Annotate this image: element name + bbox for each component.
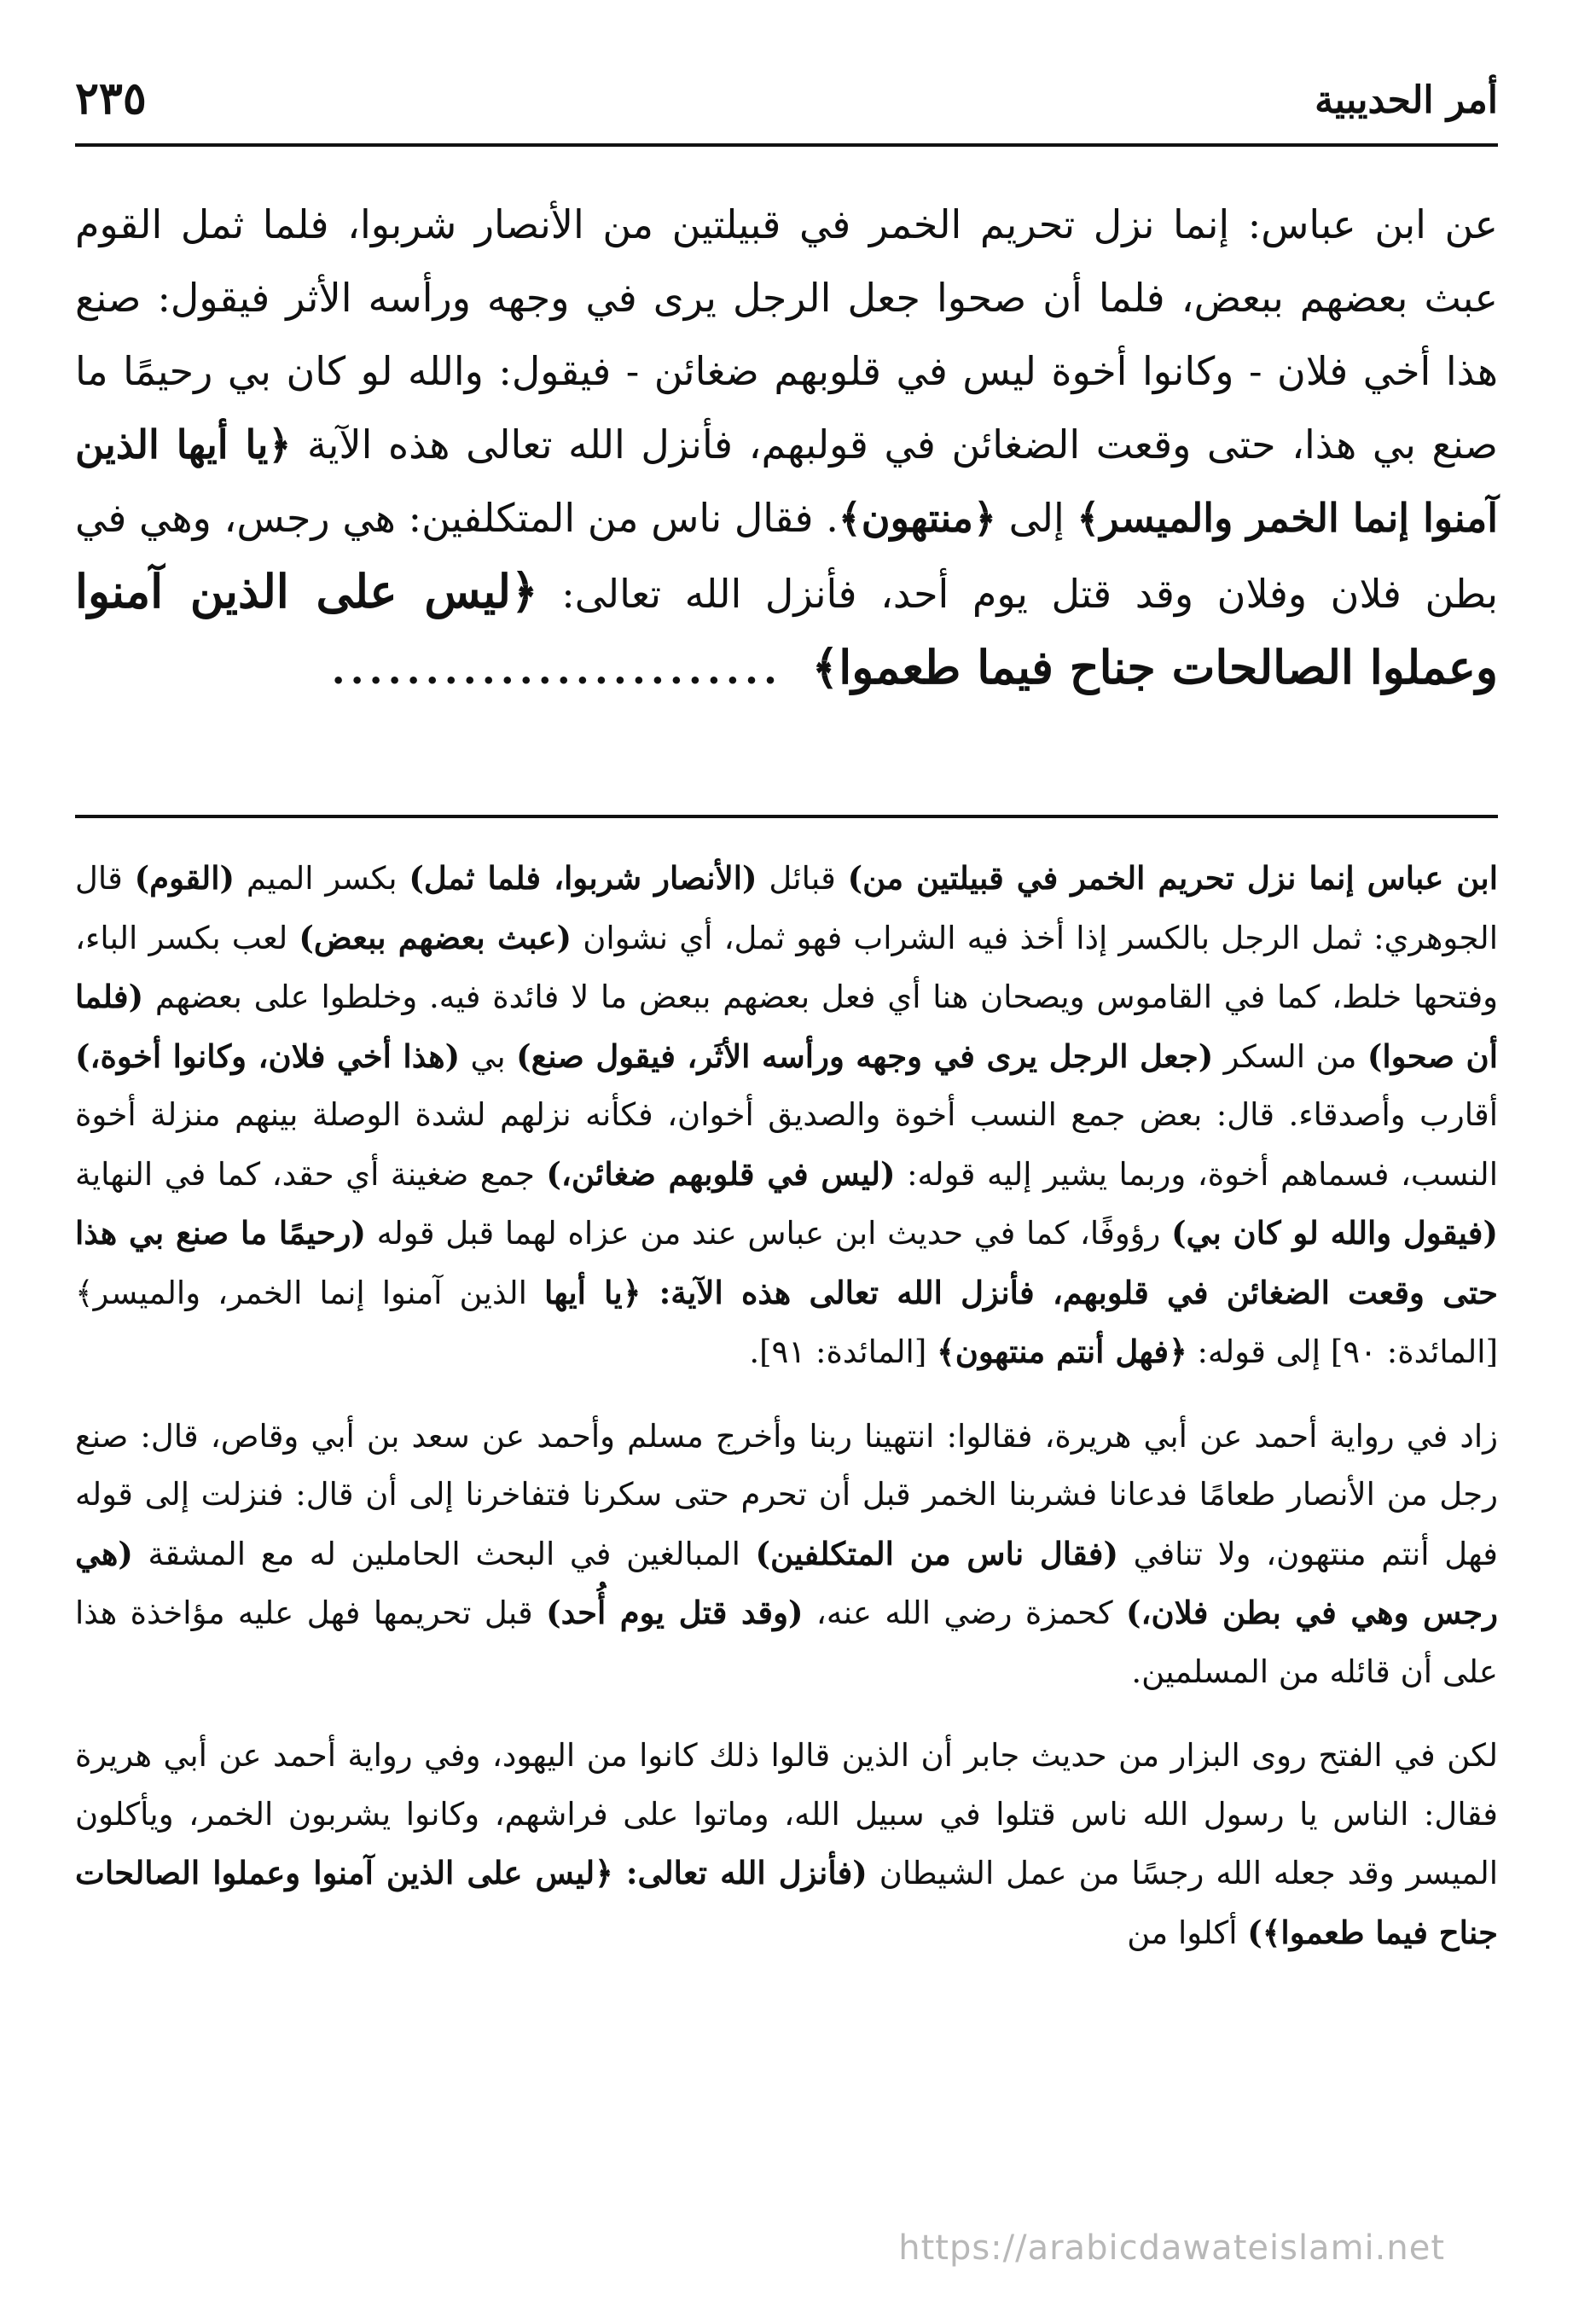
bold-quoted-text: (فيقول والله لو كان بي) — [1171, 1214, 1498, 1252]
commentary-text-run: لكن في الفتح روى البزار من حديث جابر أن الذين قالوا ذلك كانوا من اليهود، وفي رواية أحمد عن أبي هريرة فقال: الناس يا رسول الله ناس قتلوا في سبيل الله، وماتوا على فراشهم، وكانوا يشربون الخمر، ويأكلون الميسر وقد جعله الله رجسًا من عمل الشيطان — [75, 1737, 1498, 1891]
bold-quoted-text: (هي رجس وهي في بطن فلان،) — [75, 1534, 1499, 1631]
commentary-text-run: قبل تحريمها فهل عليه مؤاخذة هذا على أن قائله من المسلمين. — [75, 1595, 1498, 1690]
chapter-title: أمر الحديبية — [1315, 78, 1498, 122]
bold-quoted-text: (عبث بعضهم ببعض) — [299, 918, 572, 956]
commentary-text-run: من السكر — [1213, 1037, 1367, 1075]
bold-quoted-text: (فقال ناس من المتكلفين) — [755, 1534, 1118, 1572]
bold-quoted-text: (فلما أن صحوا) — [75, 978, 1498, 1075]
bold-quoted-text: (رحيمًا ما صنع بي هذا حتى وقعت الضغائن في قلوبهم، فأنزل الله تعالى هذه الآية: ﴿يا أيها — [75, 1214, 1498, 1311]
hadith-paragraph — [75, 188, 1498, 706]
commentary-text-run: أكلوا من — [1127, 1914, 1248, 1951]
commentary-paragraph-1 — [75, 849, 1498, 1382]
footnote-rule — [75, 815, 1498, 818]
bold-quoted-text: (الأنصار شربوا، فلما ثمل) — [409, 859, 757, 897]
commentary-paragraph-2 — [75, 1408, 1498, 1702]
bold-quoted-text: (القوم) — [134, 859, 235, 897]
hadith-text-part2: . فقال ناس من المتكلفين: هي رجس، وهي في بطن فلان وفلان وقد قتل يوم أحد، فأنزل الله تعالى: — [75, 495, 1498, 617]
commentary-text-run: قبائل — [757, 860, 848, 897]
commentary-text-run: بكسر الميم — [234, 860, 409, 897]
quran-quote-3: ﴿ليس على الذين آمنوا وعملوا الصالحات جناح فيما طعموا﴾ — [75, 564, 1498, 694]
running-header — [75, 68, 1498, 137]
hadith-text-part1: عن ابن عباس: إنما نزل تحريم الخمر في قبيلتين من الأنصار شربوا، فلما ثمل القوم عبث بعضهم ببعض، فلما أن صحوا جعل الرجل يرى في وجهه ورأسه الأثر فيقول: صنع هذا أخي فلان - وكانوا أخوة ليس في قلوبهم ضغائن - فيقول: والله لو كان بي رحيمًا ما صنع بي هذا، حتى وقعت الضغائن في قولبهم، فأنزل الله تعالى هذه الآية — [75, 201, 1498, 468]
bold-quoted-text: (هذا أخي فلان، وكانوا أخوة،) — [75, 1037, 461, 1075]
bold-quoted-text: (جعل الرجل يرى في وجهه ورأسه الأثَر، فيقول صنع) — [516, 1037, 1214, 1075]
commentary-text-run: رؤوفًا، كما في حديث ابن عباس عند من عزاه لهما قبل قوله — [366, 1215, 1172, 1252]
commentary-text-run: جمع ضغينة أي حقد، كما في النهاية — [75, 1155, 547, 1193]
hadith-connector: إلى — [1008, 495, 1065, 541]
commentary-text-run: كحمزة رضي الله عنه، — [803, 1595, 1127, 1631]
header-rule — [75, 143, 1498, 147]
watermark-url: https://arabicdawateislami.net — [898, 2228, 1445, 2268]
bold-quoted-text: ابن عباس إنما نزل تحريم الخمر في قبيلتين من) — [847, 859, 1498, 897]
commentary-paragraph-3 — [75, 1727, 1498, 1962]
bold-quoted-text: ﴿فهل أنتم منتهون﴾ — [937, 1333, 1187, 1370]
commentary-text-run: الذين آمنوا إنما الخمر، والميسر﴾ [المائدة: ٩٠] إلى قوله: — [75, 1274, 1498, 1370]
quran-quote-2: ﴿منتهون﴾ — [838, 495, 996, 541]
bold-quoted-text: (ليس في قلوبهم ضغائن،) — [546, 1154, 896, 1193]
commentary-text-run: أقارب وأصدقاء. قال: بعض جمع النسب أخوة والصديق أخوان، فكأنه نزلهم لشدة الوصلة بينهم منزلة أخوة النسب، فسماهم أخوة، وربما يشير إليه قوله: — [75, 1096, 1498, 1193]
commentary-text-run: زاد في رواية أحمد عن أبي هريرة، فقالوا: انتهينا ربنا وأخرج مسلم وأحمد عن سعد بن أبي وقاص، قال: صنع رجل من الأنصار طعامًا فدعانا فشربنا الخمر قبل أن تحرم حتى سكرنا فتفاخرنا إلى أن قال: فنزلت إلى قوله فهل أنتم منتهون، ولا تنافي — [75, 1417, 1498, 1572]
bold-quoted-text: (فأنزل الله تعالى: ﴿ليس على الذين آمنوا وعملوا الصالحات جناح فيما طعموا﴾) — [75, 1854, 1498, 1951]
commentary-text-run: [المائدة: ٩١]. — [749, 1333, 937, 1370]
bold-quoted-text: (وقد قتل يوم أُحد) — [546, 1594, 804, 1631]
commentary-text-run: المبالغين في البحث الحاملين له مع المشقة — [132, 1535, 756, 1572]
page-number: ٢٣٥ — [75, 73, 147, 125]
commentary-text-run: بي — [460, 1037, 517, 1075]
ellipsis-dots: ........................ — [331, 647, 782, 693]
hadith-text — [75, 188, 1498, 802]
commentary-text — [75, 849, 1498, 2214]
quran-quote-1: ﴿يا أيها الذين آمنوا إنما الخمر والميسر﴾ — [75, 421, 1498, 541]
commentary-text-run: لعب بكسر الباء، وفتحها خلط، كما في القاموس ويصحان هنا أي فعل بعضهم ببعض ما لا فائدة فيه. وخلطوا على بعضهم — [75, 919, 1498, 1015]
commentary-text-run: قال الجوهري: ثمل الرجل بالكسر إذا أخذ فيه الشراب فهو ثمل، أي نشوان — [75, 860, 1498, 956]
